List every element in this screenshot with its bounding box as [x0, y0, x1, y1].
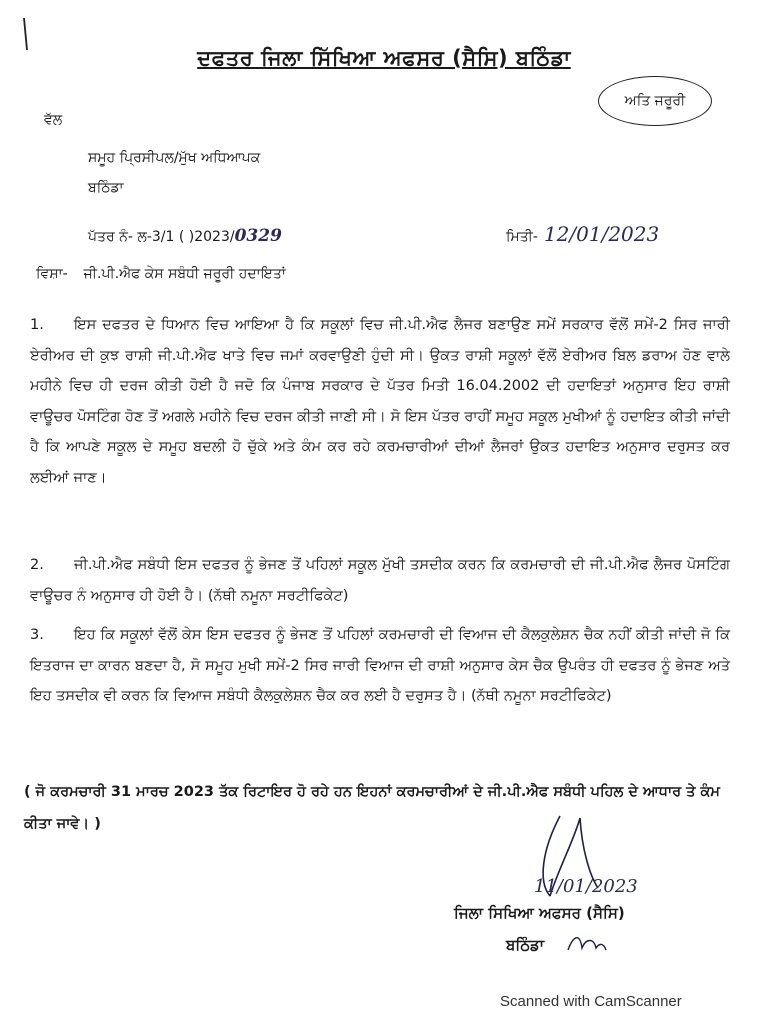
paragraph-text: ਇਹ ਕਿ ਸਕੂਲਾਂ ਵੱਲੋਂ ਕੇਸ ਇਸ ਦਫਤਰ ਨੂੰ ਭੇਜਣ ਤੋਂ ਪਹਿਲਾਂ ਕਰਮਚਾਰੀ ਦੀ ਵਿਆਜ ਦੀ ਕੈਲਕੁਲੇਸ਼ਨ ਚੈਕ ਨਹੀਂ ਕੀਤੀ ਜਾਂਦੀ ਜੋ ਕਿ ਇਤਰਾਜ ਦਾ ਕਾਰਨ ਬਣਦਾ ਹੈ, ਸੋ ਸਮੂਹ ਮੁਖੀ ਸਮੇਂ-2 ਸਿਰ ਜਾਰੀ ਵਿਆਜ ਦੀ ਰਾਸ਼ੀ ਅਨੁਸਾਰ ਕੇਸ ਚੈਕ ਉਪਰੰਤ ਹੀ ਦਫਤਰ ਨੂੰ ਭੇਜਣ ਅਤੇ ਇਹ ਤਸਦੀਕ ਵੀ ਕਰਨ ਕਿ ਵਿਆਜ ਸਬੰਧੀ ਕੈਲਕੁਲੇਸ਼ਨ ਚੈਕ ਕਰ ਲਈ ਹੈ ਦਰੁਸਤ ਹੈ। (ਨੱਥੀ ਨਮੂਨਾ ਸਰਟੀਫਿਕੇਟ)	[30, 627, 730, 704]
letter-number-label: ਪੱਤਰ ਨੰ- ਲ-3/1 ( )2023/	[88, 229, 235, 245]
retirement-note: ( ਜੋ ਕਰਮਚਾਰੀ 31 ਮਾਰਚ 2023 ਤੱਕ ਰਿਟਾਇਰ ਹੋ ਰਹੇ ਹਨ ਇਹਨਾਂ ਕਰਮਚਾਰੀਆਂ ਦੇ ਜੀ.ਪੀ.ਐਫ ਸਬੰਧੀ ਪਹਿਲ ਦੇ ਆਧਾਰ ਤੇ ਕੰਮ ਕੀਤਾ ਜਾਵੇ। )	[24, 784, 720, 832]
paragraph-3	[30, 620, 730, 712]
signatory-place: ਬਠਿੰਡਾ	[506, 936, 545, 954]
signature-date: 11/01/2023	[534, 876, 638, 897]
scanner-watermark: Scanned with CamScanner	[500, 993, 682, 1010]
paragraph-number: 2.	[30, 557, 44, 573]
recipient-city: ਬਠਿੰਡਾ	[88, 180, 124, 196]
paragraph-number: 1.	[30, 317, 44, 333]
date-label: ਮਿਤੀ-	[506, 229, 538, 245]
letter-number-handwritten: 0329	[234, 226, 282, 246]
paragraph-text: ਜੀ.ਪੀ.ਐਫ ਸਬੰਧੀ ਇਸ ਦਫਤਰ ਨੂੰ ਭੇਜਣ ਤੋਂ ਪਹਿਲਾਂ ਸਕੂਲ ਮੁੱਖੀ ਤਸਦੀਕ ਕਰਨ ਕਿ ਕਰਮਚਾਰੀ ਦੀ ਜੀ.ਪੀ.ਐਫ ਲੈਜਰ ਪੋਸਟਿੰਗ ਵਾਊਚਰ ਨੰ ਅਨੁਸਾਰ ਹੀ ਹੋਈ ਹੈ। (ਨੱਥੀ ਨਮੂਨਾ ਸਰਟੀਫਿਕੇਟ)	[30, 557, 730, 604]
from-label: ਵੱਲ	[44, 112, 63, 128]
initials-scribble	[564, 930, 610, 958]
date-handwritten: 12/01/2023	[543, 222, 660, 246]
subject-line	[36, 266, 286, 282]
paragraph-text: ਇਸ ਦਫਤਰ ਦੇ ਧਿਆਨ ਵਿਚ ਆਇਆ ਹੈ ਕਿ ਸਕੂਲਾਂ ਵਿਚ ਜੀ.ਪੀ.ਐਫ ਲੈਜਰ ਬਣਾਉਣ ਸਮੇਂ ਸਰਕਾਰ ਵੱਲੋਂ ਸਮੇਂ-2 ਸਿਰ ਜਾਰੀ ਏਰੀਅਰ ਦੀ ਕੁਝ ਰਾਸ਼ੀ ਜੀ.ਪੀ.ਐਫ ਖਾਤੇ ਵਿਚ ਜਮਾਂ ਕਰਵਾਉਣੀ ਹੁੰਦੀ ਸੀ। ਉਕਤ ਰਾਸ਼ੀ ਸਕੂਲਾਂ ਵੱਲੋਂ ਏਰੀਅਰ ਬਿਲ ਡਰਾਅ ਹੋਣ ਵਾਲੇ ਮਹੀਨੇ ਵਿਚ ਹੀ ਦਰਜ ਕੀਤੀ ਹੋਈ ਹੈ ਜਦੋ ਕਿ ਪੰਜਾਬ ਸਰਕਾਰ ਦੇ ਪੱਤਰ ਮਿਤੀ 16.04.2002 ਦੀ ਹਦਾਇਤਾਂ ਅਨੁਸਾਰ ਇਹ ਰਾਸ਼ੀ ਵਾਊਚਰ ਪੋਸਟਿੰਗ ਹੋਣ ਤੋਂ ਅਗਲੇ ਮਹੀਨੇ ਵਿਚ ਦਰਜ ਕੀਤੀ ਜਾਣੀ ਸੀ। ਸੋ ਇਸ ਪੱਤਰ ਰਾਹੀਂ ਸਮੂਹ ਸਕੂਲ ਮੁਖੀਆਂ ਨੂੰ ਹਦਾਇਤ ਕੀਤੀ ਜਾਂਦੀ ਹੈ ਕਿ ਆਪਣੇ ਸਕੂਲ ਦੇ ਸਮੂਹ ਬਦਲੀ ਹੋ ਚੁੱਕੇ ਅਤੇ ਕੰਮ ਕਰ ਰਹੇ ਕਰਮਚਾਰੀਆਂ ਦੀਆਂ ਲੈਜਰਾਂ ਉਕਤ ਹਦਾਇਤ ਅਨੁਸਾਰ ਦਰੁਸਤ ਕਰ ਲਈਆਂ ਜਾਣ।	[30, 317, 730, 486]
letter-number	[88, 226, 282, 246]
paragraph-number: 3.	[30, 627, 44, 643]
subject-text: ਜੀ.ਪੀ.ਐਫ ਕੇਸ ਸਬੰਧੀ ਜਰੂਰੀ ਹਦਾਇਤਾਂ	[83, 266, 286, 282]
paragraph-1	[30, 310, 730, 493]
document-title: ਦਫਤਰ ਜਿਲਾ ਸਿੱਖਿਆ ਅਫਸਰ (ਸੈਸਿ) ਬਠਿੰਡਾ	[197, 46, 571, 70]
recipient-line: ਸਮੂਹ ਪ੍ਰਿਸੀਪਲ/ਮੁੱਖ ਅਧਿਆਪਕ	[88, 150, 261, 166]
urgent-stamp: ਅਤਿ ਜਰੂਰੀ	[598, 76, 712, 126]
paragraph-2	[30, 550, 730, 611]
subject-label: ਵਿਸ਼ਾ-	[36, 266, 68, 282]
letter-date	[506, 222, 659, 246]
signatory-designation: ਜਿਲਾ ਸਿਖਿਆ ਅਫਸਰ (ਸੈਸਿ)	[454, 904, 625, 922]
